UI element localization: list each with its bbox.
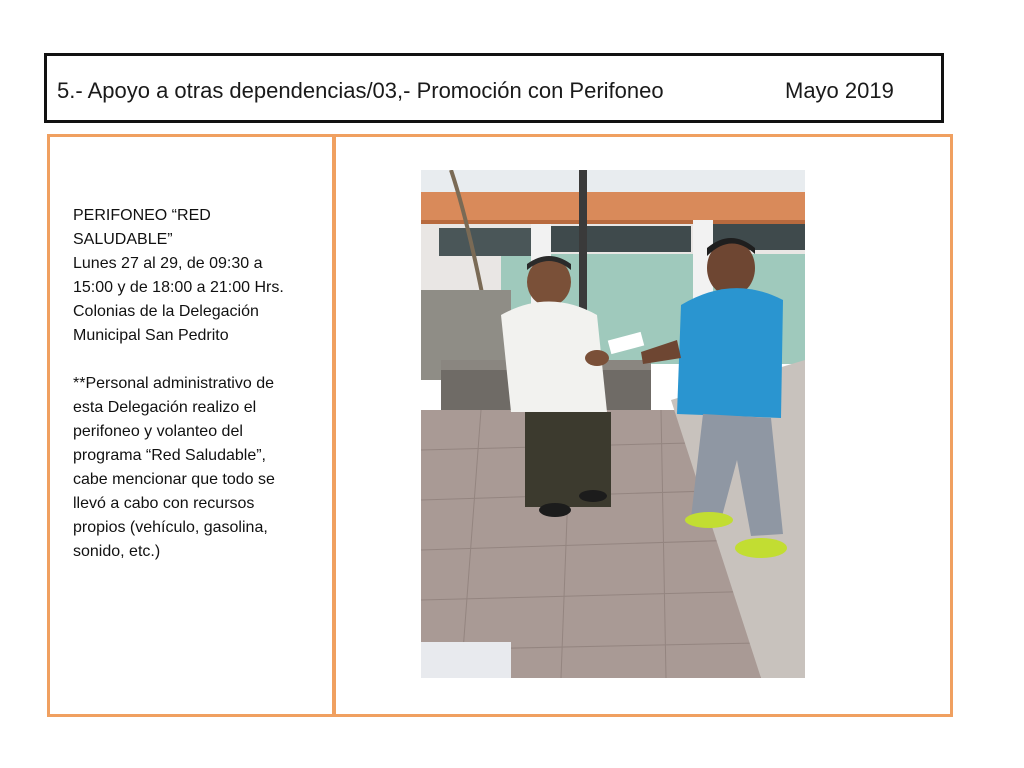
photo-illustration — [421, 170, 805, 678]
note-line: **Personal administrativo de — [73, 375, 274, 392]
heading-line: PERIFONEO “RED — [73, 207, 211, 224]
schedule-line: Lunes 27 al 29, de 09:30 a — [73, 255, 263, 272]
window — [439, 228, 531, 256]
note-line: programa “Red Saludable”, — [73, 447, 266, 464]
page-title: 5.- Apoyo a otras dependencias/03,- Promoción con Perifoneo — [57, 78, 664, 103]
heading-line: SALUDABLE” — [73, 231, 173, 248]
note-line: llevó a cabo con recursos — [73, 495, 255, 512]
note-line: sonido, etc.) — [73, 543, 161, 560]
window — [551, 226, 691, 252]
note-line: cabe mencionar que todo se — [73, 471, 275, 488]
location-line: Colonias de la Delegación — [73, 303, 259, 320]
event-photo — [421, 170, 805, 678]
title-box — [44, 53, 944, 123]
spacer — [73, 348, 323, 372]
note-line: propios (vehículo, gasolina, — [73, 519, 268, 536]
pole — [579, 170, 587, 320]
roof-band — [421, 192, 805, 222]
report-date: Mayo 2019 — [785, 78, 894, 103]
white-block — [421, 642, 511, 678]
activity-description — [73, 204, 323, 564]
note-line: perifoneo y volanteo del — [73, 423, 243, 440]
schedule-line: 15:00 y de 18:00 a 21:00 Hrs. — [73, 279, 284, 296]
note-line: esta Delegación realizo el — [73, 399, 257, 416]
location-line: Municipal San Pedrito — [73, 327, 229, 344]
